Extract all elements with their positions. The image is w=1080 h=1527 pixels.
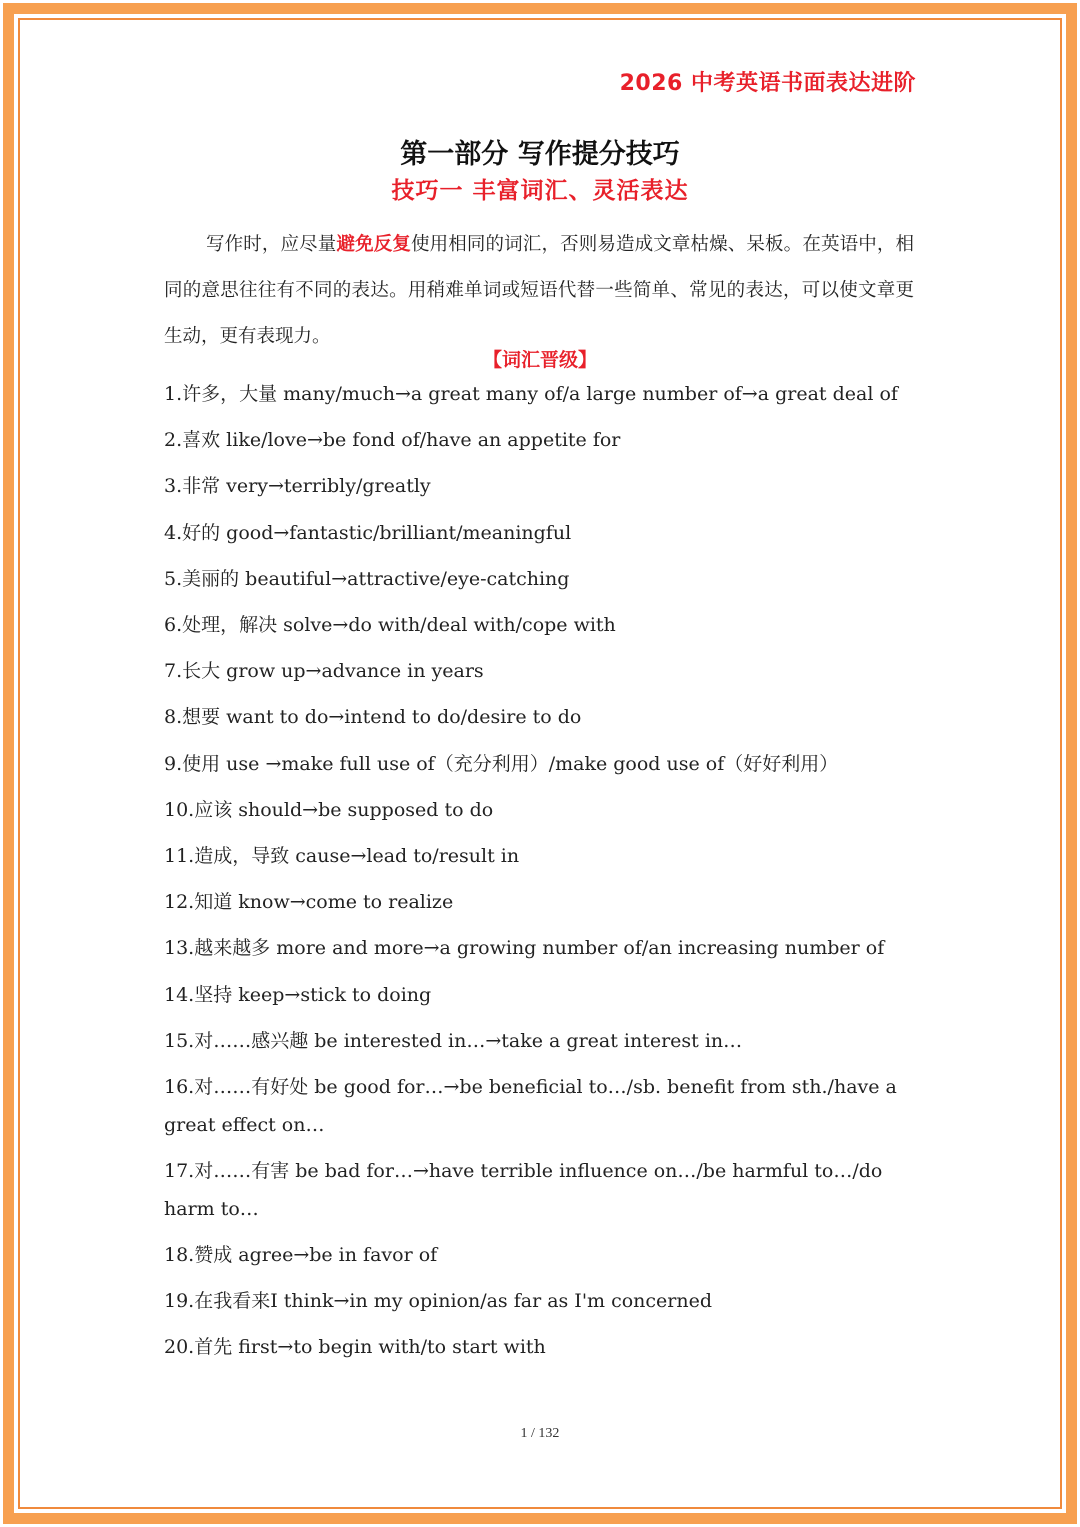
- vocab-item: 12.知道 know→come to realize: [164, 891, 454, 914]
- intro-text-before: 写作时，应尽量: [206, 233, 337, 255]
- vocab-item: 8.想要 want to do→intend to do/desire to do: [164, 706, 582, 729]
- vocab-item: 9.使用 use →make full use of（充分利用）/make good use of（好好利用）: [164, 752, 839, 775]
- vocab-list: [164, 371, 914, 1371]
- vocab-item: 1.许多，大量 many/much→a great many of/a large number of→a great deal of: [164, 383, 898, 405]
- page-number: 1 / 132: [520, 1426, 560, 1441]
- document-header-title: 2026 中考英语书面表达进阶: [619, 71, 916, 96]
- vocab-item: 2.喜欢 like/love→be fond of/have an appetite for: [164, 429, 621, 452]
- vocab-item: 18.赞成 agree→be in favor of: [164, 1244, 438, 1267]
- vocab-item: 10.应该 should→be supposed to do: [164, 798, 494, 821]
- vocab-item: 20.首先 first→to begin with/to start with: [164, 1336, 546, 1359]
- vocab-item: 5.美丽的 beautiful→attractive/eye-catching: [164, 567, 570, 590]
- intro-text-after: 使用相同的词汇，否则易造成文章枯燥、呆板。在英语中，相同的意思往往有不同的表达。用稍难单词或短语代替一些简单、常见的表达，可以使文章更生动，更有表现力。: [164, 233, 914, 347]
- intro-paragraph: [164, 222, 914, 360]
- vocab-item: 6.处理，解决 solve→do with/deal with/cope with: [164, 614, 616, 637]
- section-label: 【词汇晋级】: [482, 349, 597, 371]
- vocab-item: 11.造成，导致 cause→lead to/result in: [164, 845, 520, 868]
- vocab-item: 17.对……有害 be bad for…→have terrible influence on…/be harmful to…/do harm to…: [164, 1160, 883, 1221]
- vocab-item: 13.越来越多 more and more→a growing number of/an increasing number of: [164, 937, 885, 960]
- intro-highlight: 避免反复: [336, 233, 411, 255]
- vocab-item: 4.好的 good→fantastic/brilliant/meaningful: [164, 521, 572, 544]
- vocab-item: 14.坚持 keep→stick to doing: [164, 983, 432, 1006]
- vocab-item: 7.长大 grow up→advance in years: [164, 660, 484, 683]
- part-title: 第一部分 写作提分技巧: [400, 139, 680, 170]
- skill-title: 技巧一 丰富词汇、灵活表达: [391, 178, 689, 204]
- vocab-item: 3.非常 very→terribly/greatly: [164, 475, 431, 498]
- vocab-item: 19.在我看来I think→in my opinion/as far as I'm concerned: [164, 1290, 713, 1313]
- vocab-item: 16.对……有好处 be good for…→be beneficial to…/sb. benefit from sth./have a great effect on…: [164, 1076, 897, 1137]
- vocab-item: 15.对……感兴趣 be interested in…→take a great interest in…: [164, 1029, 743, 1052]
